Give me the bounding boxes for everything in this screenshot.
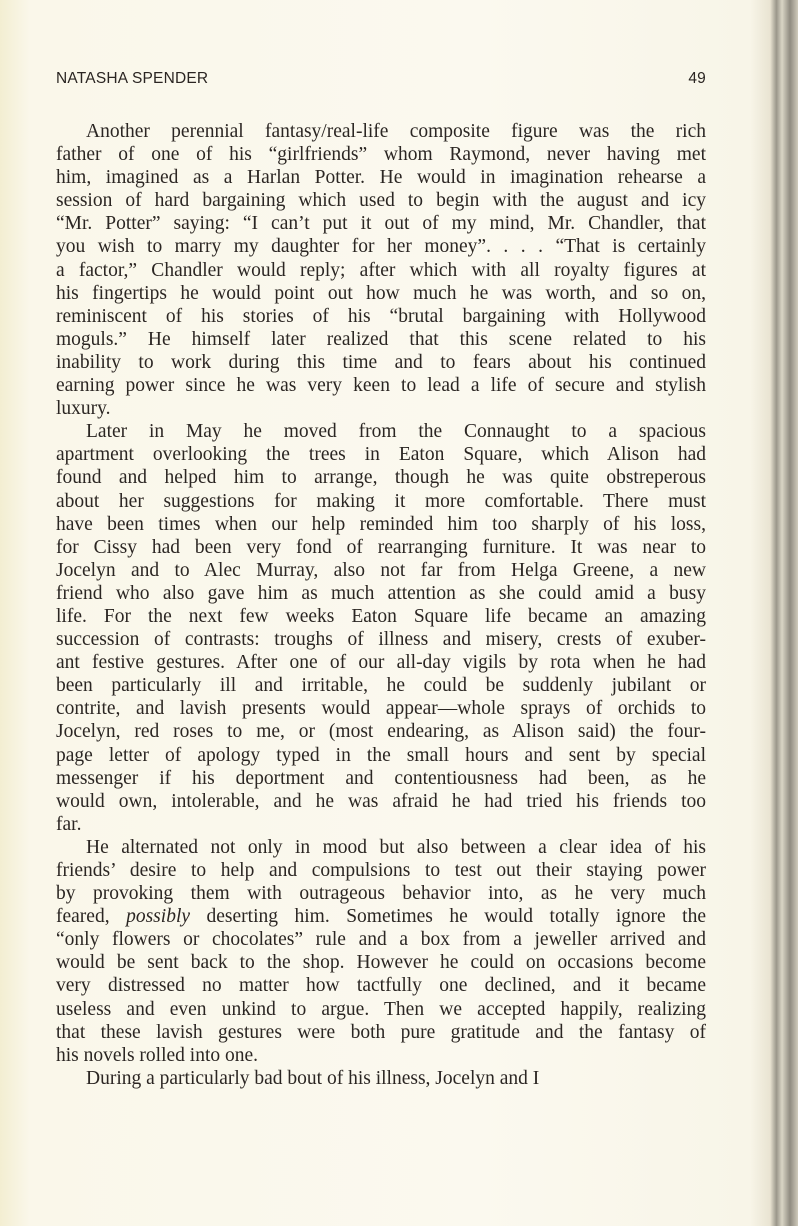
text-line: that these lavish gestures were both pure gratitude and the fantasy of (56, 1021, 706, 1043)
paragraph (56, 836, 706, 1067)
text-line: Jocelyn, red roses to me, or (most endearing, as Alison said) the four- (56, 721, 706, 743)
text-line: “only flowers or chocolates” rule and a box from a jeweller arrived and (56, 929, 706, 951)
text-line: messenger if his deportment and contentiousness had been, as he (56, 767, 706, 789)
paragraph (56, 120, 706, 420)
text-line: luxury. (56, 398, 111, 420)
text-line: session of hard bargaining which used to begin with the august and icy (56, 190, 706, 212)
text-line: ant festive gestures. After one of our all-day vigils by rota when he had (56, 652, 706, 674)
text-line: friend who also gave him as much attention as she could amid a busy (56, 582, 706, 604)
text-line: found and helped him to arrange, though he was quite obstreperous (56, 467, 706, 489)
text-line: He alternated not only in mood but also between a clear idea of his (86, 836, 706, 858)
text-line: you wish to marry my daughter for her money”. . . . “That is certainly (56, 236, 706, 258)
text-line: Another perennial fantasy/real-life composite figure was the rich (86, 121, 706, 142)
text-run: deserting him. Sometimes he would totally ignore the (190, 906, 707, 928)
text-line: his fingertips he would point out how much he was worth, and so on, (56, 282, 706, 304)
text-line: very distressed no matter how tactfully one declined, and it became (56, 975, 706, 997)
text-line: useless and even unkind to argue. Then we accepted happily, realizing (56, 998, 706, 1020)
text-line: about her suggestions for making it more comfortable. There must (56, 490, 706, 512)
text-line: moguls.” He himself later realized that this scene related to his (56, 328, 706, 350)
running-title: NATASHA SPENDER (56, 70, 209, 87)
text-line: “Mr. Potter” saying: “I can’t put it out of my mind, Mr. Chandler, that (56, 213, 706, 235)
text-line (56, 905, 706, 928)
text-line: him, imagined as a Harlan Potter. He would in imagination rehearse a (56, 167, 706, 189)
text-line: page letter of apology typed in the small hours and sent by special (56, 744, 706, 766)
text-line: succession of contrasts: troughs of illness and misery, crests of exuber- (56, 629, 706, 651)
page-body (56, 120, 706, 1090)
text-line: inability to work during this time and to fears about his continued (56, 351, 706, 373)
text-line: life. For the next few weeks Eaton Square life became an amazing (56, 605, 706, 627)
text-line: would be sent back to the shop. However he could on occasions become (56, 952, 706, 974)
paragraph (56, 420, 706, 836)
emphasis: possibly (126, 906, 191, 928)
text-line: a factor,” Chandler would reply; after which with all royalty figures at (56, 259, 706, 281)
text-line: father of one of his “girlfriends” whom Raymond, never having met (56, 144, 706, 166)
page-number: 49 (688, 70, 706, 87)
text-line: During a particularly bad bout of his illness, Jocelyn and I (86, 1067, 540, 1089)
text-line: been particularly ill and irritable, he could be suddenly jubilant or (56, 675, 706, 697)
text-run: feared, (56, 906, 127, 928)
text-line: his novels rolled into one. (56, 1044, 259, 1066)
text-line: have been times when our help reminded him too sharply of his loss, (56, 513, 706, 535)
text-line: for Cissy had been very fond of rearranging furniture. It was near to (56, 536, 706, 558)
text-line: contrite, and lavish presents would appear—whole sprays of orchids to (56, 698, 706, 720)
paragraph (56, 1067, 706, 1090)
text-line: reminiscent of his stories of his “brutal bargaining with Hollywood (56, 305, 706, 327)
text-line: apartment overlooking the trees in Eaton Square, which Alison had (56, 444, 706, 466)
text-line: Jocelyn and to Alec Murray, also not far from Helga Greene, a new (56, 559, 706, 581)
text-line: Later in May he moved from the Connaught to a spacious (86, 421, 706, 443)
running-header (56, 70, 706, 88)
text-line: far. (56, 813, 82, 835)
text-line: would own, intolerable, and he was afraid he had tried his friends too (56, 790, 706, 812)
text-line: earning power since he was very keen to lead a life of secure and stylish (56, 375, 706, 397)
text-line: by provoking them with outrageous behavior into, as he very much (56, 883, 706, 905)
text-line: friends’ desire to help and compulsions to test out their staying power (56, 860, 706, 881)
